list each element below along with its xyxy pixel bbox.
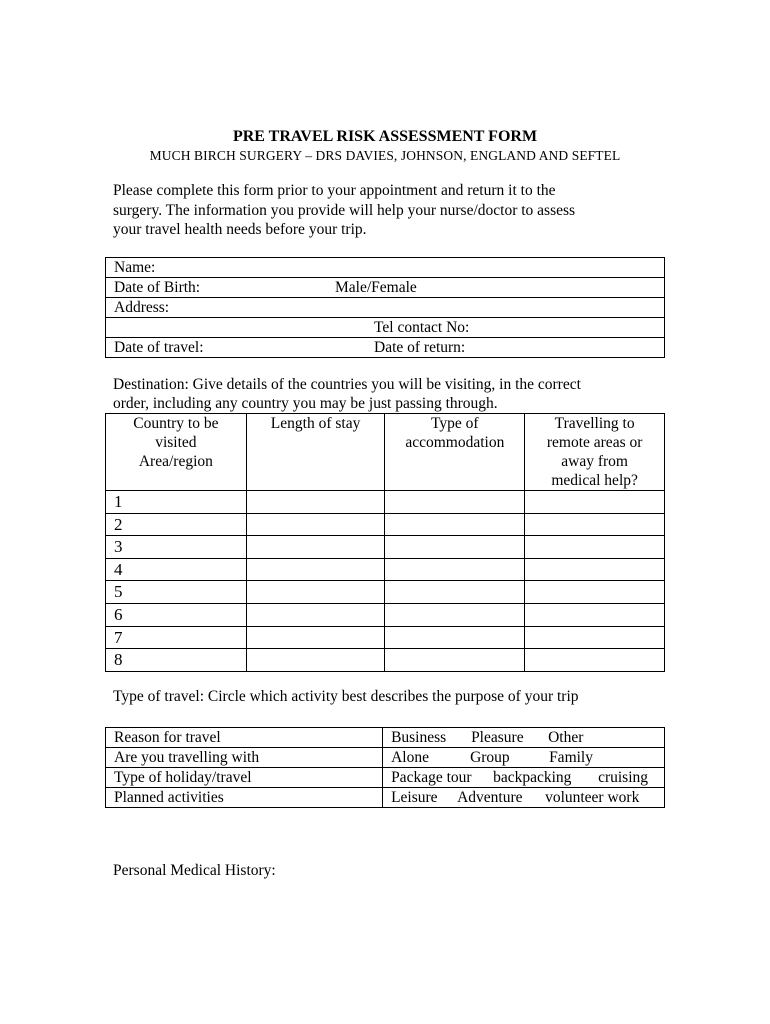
option-adventure[interactable]: Adventure: [457, 789, 523, 806]
accommodation-cell[interactable]: [385, 513, 525, 536]
col-header-country: Country to be visited Area/region: [106, 414, 247, 491]
accommodation-cell[interactable]: [385, 491, 525, 514]
intro-line: surgery. The information you provide will help your nurse/doctor to assess: [113, 201, 576, 219]
option-volunteer-work[interactable]: volunteer work: [545, 789, 640, 806]
dob-label: Date of Birth:: [114, 279, 201, 296]
destination-line: Destination: Give details of the countries you will be visiting, in the correct: [113, 376, 581, 393]
country-cell[interactable]: 3: [106, 536, 247, 559]
table-row: [106, 603, 665, 626]
table-row: [106, 649, 665, 672]
intro-line: your travel health needs before your trip.: [113, 221, 367, 238]
activities-label: Planned activities: [106, 788, 383, 808]
option-business[interactable]: Business: [391, 729, 447, 746]
remote-cell[interactable]: [525, 536, 665, 559]
accommodation-cell[interactable]: [385, 603, 525, 626]
option-pleasure[interactable]: Pleasure: [471, 729, 524, 746]
sex-label: Male/Female: [335, 279, 417, 296]
activities-options: [383, 788, 665, 808]
travelling-with-label: Are you travelling with: [106, 748, 383, 768]
country-cell[interactable]: 1: [106, 491, 247, 514]
table-row: [106, 581, 665, 604]
table-row: [106, 748, 665, 768]
name-label: Name:: [114, 259, 156, 276]
table-row: [106, 788, 665, 808]
option-cruising[interactable]: cruising: [598, 769, 648, 786]
travel-type-table: [105, 727, 665, 808]
country-cell[interactable]: 2: [106, 513, 247, 536]
remote-cell[interactable]: [525, 513, 665, 536]
stay-cell[interactable]: [246, 626, 385, 649]
reason-label: Reason for travel: [106, 728, 383, 748]
col-header-stay: Length of stay: [246, 414, 385, 491]
stay-cell[interactable]: [246, 649, 385, 672]
accommodation-cell[interactable]: [385, 649, 525, 672]
stay-cell[interactable]: [246, 558, 385, 581]
remote-cell[interactable]: [525, 558, 665, 581]
table-row: [106, 536, 665, 559]
accommodation-cell[interactable]: [385, 626, 525, 649]
country-cell[interactable]: 6: [106, 603, 247, 626]
tel-label: Tel contact No:: [374, 319, 470, 336]
personal-details-table: [105, 257, 665, 358]
option-leisure[interactable]: Leisure: [391, 789, 438, 806]
accommodation-cell[interactable]: [385, 581, 525, 604]
country-cell[interactable]: 4: [106, 558, 247, 581]
stay-cell[interactable]: [246, 536, 385, 559]
col-header-accommodation: Type of accommodation: [385, 414, 525, 491]
reason-options: [383, 728, 665, 748]
option-alone[interactable]: Alone: [391, 749, 429, 766]
table-row: [106, 768, 665, 788]
destination-table: [105, 413, 665, 672]
accommodation-cell[interactable]: [385, 558, 525, 581]
option-other[interactable]: Other: [548, 729, 584, 746]
remote-cell[interactable]: [525, 649, 665, 672]
remote-cell[interactable]: [525, 626, 665, 649]
stay-cell[interactable]: [246, 603, 385, 626]
destination-line: order, including any country you may be just passing through.: [113, 395, 498, 412]
option-package-tour[interactable]: Package tour: [391, 769, 472, 786]
table-row: [106, 728, 665, 748]
option-group[interactable]: Group: [470, 749, 510, 766]
remote-cell[interactable]: [525, 603, 665, 626]
address-field[interactable]: [106, 298, 665, 318]
travel-type-prompt: Type of travel: Circle which activity best describes the purpose of your trip: [113, 688, 579, 705]
col-header-remote: Travelling to remote areas or away from medical help?: [525, 414, 665, 491]
country-cell[interactable]: 7: [106, 626, 247, 649]
holiday-type-label: Type of holiday/travel: [106, 768, 383, 788]
country-cell[interactable]: 8: [106, 649, 247, 672]
travelling-with-options: [383, 748, 665, 768]
remote-cell[interactable]: [525, 581, 665, 604]
destination-instructions: [113, 375, 658, 413]
table-row: [106, 513, 665, 536]
table-row: [106, 491, 665, 514]
accommodation-cell[interactable]: [385, 536, 525, 559]
surgery-subtitle: MUCH BIRCH SURGERY – DRS DAVIES, JOHNSON, ENGLAND AND SEFTEL: [149, 148, 621, 163]
remote-cell[interactable]: [525, 491, 665, 514]
tel-field[interactable]: [106, 318, 665, 338]
medical-history-heading: Personal Medical History:: [113, 862, 276, 879]
address-label: Address:: [114, 299, 170, 316]
dates-field[interactable]: [106, 338, 665, 358]
form-title: PRE TRAVEL RISK ASSESSMENT FORM: [232, 128, 538, 145]
intro-line: Please complete this form prior to your appointment and return it to the: [113, 182, 556, 199]
table-row: [106, 558, 665, 581]
name-field[interactable]: [106, 258, 665, 278]
country-cell[interactable]: 5: [106, 581, 247, 604]
date-return-label: Date of return:: [374, 339, 466, 356]
option-backpacking[interactable]: backpacking: [493, 769, 572, 786]
date-travel-label: Date of travel:: [114, 339, 204, 356]
stay-cell[interactable]: [246, 513, 385, 536]
table-row: [106, 626, 665, 649]
stay-cell[interactable]: [246, 581, 385, 604]
option-family[interactable]: Family: [549, 749, 593, 766]
stay-cell[interactable]: [246, 491, 385, 514]
holiday-type-options: [383, 768, 665, 788]
dob-field[interactable]: [106, 278, 665, 298]
intro-paragraph: [113, 181, 658, 240]
